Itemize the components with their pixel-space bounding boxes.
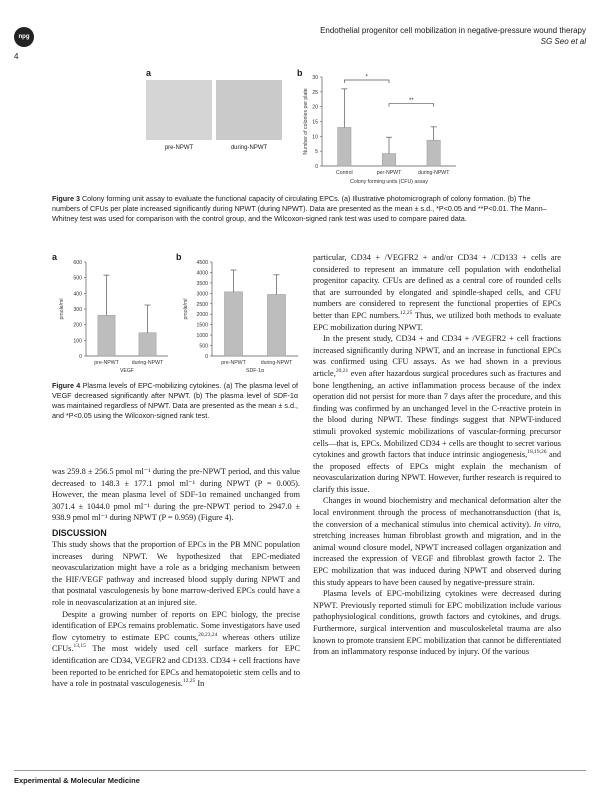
footer-journal: Experimental & Molecular Medicine (14, 776, 140, 785)
italic-run: In vitro (533, 519, 559, 529)
category-label: during-NPWT (131, 360, 164, 366)
significance-label: * (365, 74, 368, 81)
fig3-panel-b-label: b (297, 68, 303, 78)
fig3-panel-a-label: a (146, 68, 152, 78)
y-tick-label: 500 (199, 343, 208, 350)
running-authors: SG Seo et al (540, 37, 586, 46)
text-run: and the proposed effects of EPCs might explain the mechanism of neovascularization during NPWT. However, further research is required to clarify this issue. (313, 450, 561, 494)
fig3b-chart (300, 72, 460, 188)
y-tick-label: 30 (312, 75, 318, 81)
text-run: In (195, 679, 205, 689)
right-paragraph-4: Plasma levels of EPC-mobilizing cytokines were decreased during NPWT. Previously reported stimuli for EPC mobilization include various pathophysiological conditions, growth factors and cytokines, and drugs. Furthermore, surgical intervention and musculoskeletal trauma are also known to promote transient EPC mobilization that cannot be differentiated from an inflammatory response induced by injury. Of the various (313, 589, 562, 657)
text-run: In the present study, CD34 + and CD34 + /VEGFR2 + cell fractions increased significantly during NPWT, and an increase in functional EPCs was confirmed using CFU assays. As we had shown in a previous article, (313, 334, 561, 378)
citation: 18,19,26 (527, 449, 547, 456)
text-run: whereas others utilize CFUs. (52, 632, 300, 654)
y-tick-label: 100 (73, 338, 82, 345)
y-axis-label: pmole/ml (183, 298, 189, 320)
text-run: particular, CD34 + /VEGFR2 + and/or CD34 + /CD133 + cells are considered to represent an immature cell population with endothelial progenitor capacity. CFUs are defined as a central core of rounded cells that are surrounded by elongated and spindle-shaped cells, and CFU numbers are considered to represent the functional properties of EPCs better than EPC numbers. (313, 253, 561, 320)
y-tick-label: 2500 (196, 301, 208, 308)
y-tick-label: 20 (312, 104, 318, 111)
citation: 12,25 (182, 678, 196, 685)
bar (98, 315, 115, 356)
page-number: 4 (14, 52, 19, 61)
y-tick-label: 4500 (196, 260, 208, 266)
citation: 13,15 (73, 643, 86, 650)
fig3-caption (52, 194, 552, 224)
left-column (52, 466, 300, 690)
y-tick-label: 3000 (196, 291, 208, 298)
y-tick-label: 25 (312, 89, 318, 96)
text-run: The most widely used cell surface markers for EPC identification are CD34, VEGFR2 and CD133. CD34 + cell fractions have been reported to be enriched for EPCs and hematopoietic stem cells and to have a role in postnatal vasculogenesis. (52, 644, 300, 689)
fig4a-chart (56, 254, 171, 378)
y-tick-label: 10 (312, 134, 318, 141)
citation: 20,23,24 (198, 631, 218, 638)
fig3-photo-right-label: during-NPWT (230, 145, 268, 151)
y-tick-label: 4000 (196, 270, 208, 277)
y-axis-label: Number of colonies per plate (303, 88, 309, 155)
y-tick-label: 300 (73, 307, 82, 313)
bar (224, 292, 242, 356)
text-run: even after hazardous surgical procedures such as fractures and bone lengthening, an active inflammation process because of the index operation did not persist for more than 7 days after the procedure, and this finding was confirmed by an unchanged level in the C-reactive protein in the blood during NPWT. These findings suggest that NPWT-induced stimuli provoked systemic mobilizations of vascular-forming precursor cells—that is, EPCs. Mobilized CD34 + cells are thought to secret various cytokines and growth factors that induce intrinsic angiogenesis, (313, 368, 561, 460)
text-run: Thus, we utilized both methods to evaluate EPC mobilization during NPWT. (313, 310, 561, 332)
y-tick-label: 3500 (196, 280, 208, 287)
y-tick-label: 1000 (196, 333, 208, 340)
y-tick-label: 2000 (196, 312, 208, 319)
bar (267, 294, 285, 356)
fig4-caption (52, 381, 298, 421)
fig3-photo-left-label: pre-NPWT (164, 145, 194, 151)
fig3-photo-during-npwt (216, 80, 282, 140)
fig4-caption-text: Plasma levels of EPC-mobilizing cytokines. (a) The plasma level of VEGF decreased significantly after NPWT. (b) The plasma level of SDF-1α was maintained regardless of NPWT. Data are presented as the mean ± s.d., and *P<0.05 using the Wilcoxon-signed rank test. (52, 381, 298, 420)
x-axis-label: Colony forming units (CFU) assay (350, 179, 428, 185)
fig4-panel-a-label: a (52, 252, 58, 262)
category-label: pre-NPWT (94, 360, 119, 366)
right-paragraph-3 (313, 495, 561, 588)
running-title: Endothelial progenitor cell mobilization in negative-pressure wound therapy (320, 26, 586, 35)
right-paragraph-1 (313, 252, 561, 333)
fig4b-chart (180, 254, 300, 378)
citation: 20,21 (335, 368, 349, 375)
bar (139, 333, 156, 356)
footer-rule (14, 770, 586, 771)
category-label: pre-NPWT (221, 360, 246, 366)
x-axis-label: VEGF (119, 368, 135, 374)
citation: 12,25 (400, 310, 413, 317)
fig4-caption-label: Figure 4 (52, 381, 81, 390)
bar (427, 140, 440, 166)
y-tick-label: 200 (73, 322, 82, 329)
y-axis-label: pmole/ml (59, 298, 65, 320)
y-tick-label: 1500 (196, 322, 208, 329)
running-header (320, 25, 586, 47)
journal-logo: npg (14, 27, 34, 47)
fig3-photo-pre-npwt (146, 80, 212, 140)
discussion-paragraph-2 (52, 609, 300, 690)
category-label: Control (335, 170, 353, 176)
category-label: during-NPWT (260, 360, 293, 366)
fig4-panel-b-label: b (176, 252, 182, 262)
y-tick-label: 5 (315, 149, 318, 156)
fig3-caption-text: Colony forming unit assay to evaluate the functional capacity of circulating EPCs. (a) Illustrative photomicrograph of colony formation. (b) The numbers of CFUs per plate increased significantly during NPWT (during NPWT). Data are presented as the mean ± s.d., *P<0.05 and **P<0.01. The Mann–Whitney test was used for comparison with the control group, and the Wilcoxon-signed rank test was used to compare paired data. (52, 194, 547, 223)
y-tick-label: 600 (73, 260, 82, 266)
y-tick-label: 0 (79, 354, 82, 360)
discussion-heading: DISCUSSION (52, 527, 107, 538)
bar (338, 127, 351, 166)
y-tick-label: 500 (73, 275, 82, 282)
y-tick-label: 15 (312, 119, 318, 126)
text-run: Despite a growing number of reports on EPC biology, the precise identification of EPCs remains problematic. Some investigators have used flow cytometry to estimate EPC counts, (52, 609, 300, 642)
discussion-paragraph-1: This study shows that the proportion of EPCs in the PB MNC population increases during NPWT. We hypothesized that EPC-mediated neovascularization might have a role as a bridging mechanism between the HIF/VEGF pathway and increased blood supply during NPWT and that postnatal vasculogenesis by bone marrow-derived EPCs could have a role in neovascularization at an injured site. (52, 539, 300, 607)
right-column (313, 252, 561, 658)
y-tick-label: 0 (315, 164, 318, 170)
significance-label: ** (408, 98, 414, 105)
fig3-caption-label: Figure 3 (52, 194, 80, 203)
y-tick-label: 400 (73, 291, 82, 298)
right-paragraph-2 (313, 333, 561, 495)
text-run: Changes in wound biochemistry and mechanical deformation alter the local environment through the process of mechanotransduction (that is, the conversion of a mechanical stimulus into chemical activity). (313, 496, 561, 529)
category-label: during-NPWT (417, 170, 450, 176)
x-axis-label: SDF-1α (246, 368, 264, 374)
y-tick-label: 0 (205, 354, 208, 360)
category-label: per-NPWT (376, 170, 402, 176)
bar (382, 154, 395, 166)
results-paragraph-end: was 259.8 ± 256.5 pmol ml⁻¹ during the pre-NPWT period, and this value decreased to 148.3 ± 177.1 pmol ml⁻¹ during NPWT (P = 0.005). However, the mean plasma level of SDF-1α remained unchanged from 3071.4 ± 1044.0 pmol ml⁻¹ during the pre-NPWT period to 2947.0 ± 938.9 pmol ml⁻¹ during NPWT (P = 0.959) (Figure 4). (52, 467, 300, 523)
text-run: , stretching increases human fibroblast growth and migration, and in the animal wound closure model, NPWT increased collagen organization and increased the expression of VEGF and fibroblast growth factor 2. The EPC mobilization that was induced during NPWT and observed during this study appears to have been caused by negative-pressure strain. (313, 519, 561, 587)
